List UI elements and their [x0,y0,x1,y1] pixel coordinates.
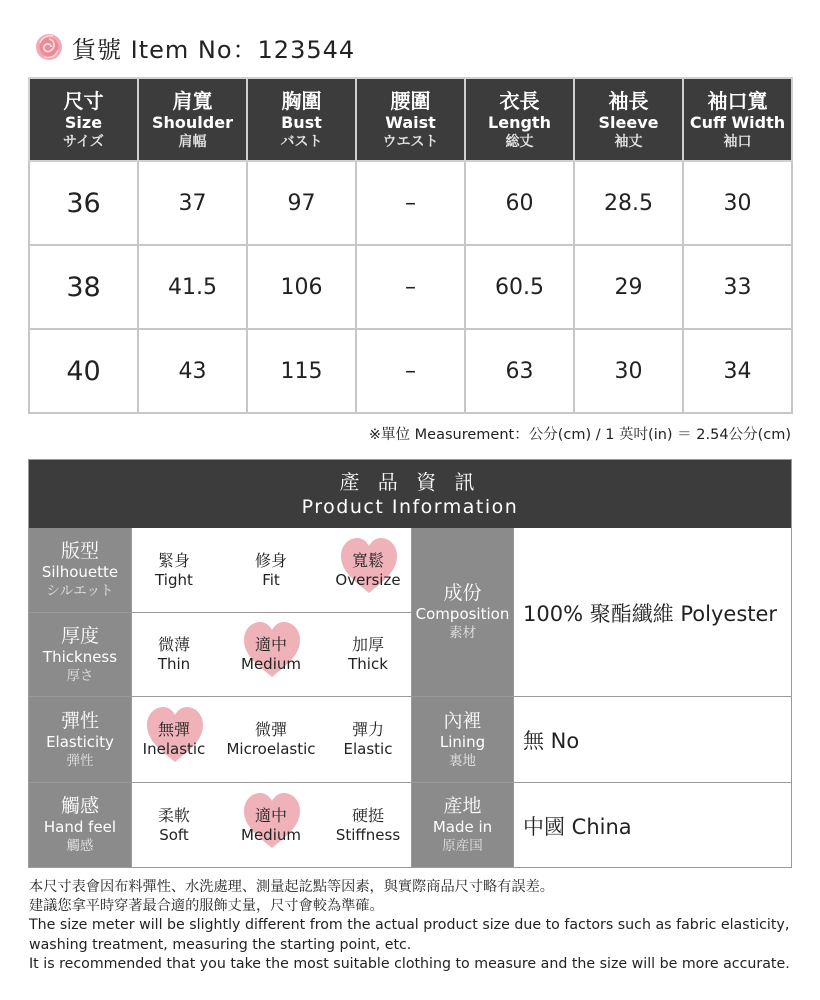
bust-cell: 115 [247,329,356,413]
disclaimer-line: washing treatment, measuring the starting point, etc. [29,936,412,953]
shoulder-cell: 37 [138,161,247,245]
elasticity-option-elastic: 彈力 Elastic [343,719,393,758]
bust-cell: 106 [247,245,356,329]
lining-label: 內裡 Lining 裏地 [412,697,513,782]
thickness-option-thick: 加厚 Thick [348,634,388,673]
elasticity-option-inelastic: 無彈 Inelastic [126,708,222,770]
thickness-label: 厚度 Thickness 厚さ [29,613,131,696]
waist-cell: – [356,161,465,245]
shoulder-cell: 41.5 [138,245,247,329]
hand-feel-option-soft: 柔軟 Soft [157,805,190,844]
product-info-panel [28,459,792,868]
sleeve-cell: 28.5 [574,161,683,245]
item-number: 貨號 Item No：123544 [72,35,356,64]
waist-cell: – [356,329,465,413]
rose-icon [34,32,64,62]
length-cell: 63 [465,329,574,413]
column-header-length: 衣長 Length 総丈 [465,78,574,161]
divider [29,696,791,697]
column-header-sleeve: 袖長 Sleeve 袖丈 [574,78,683,161]
hand-feel-option-stiffness: 硬挺 Stiffness [335,805,401,844]
column-header-waist: 腰圍 Waist ウエスト [356,78,465,161]
hand-feel-label: 觸感 Hand feel 觸感 [29,783,131,867]
shoulder-cell: 43 [138,329,247,413]
cuff-width-cell: 33 [683,245,792,329]
item-number-header [34,30,355,64]
thickness-option-thin: 微薄 Thin [157,634,191,673]
elasticity-option-microelastic: 微彈 Microelastic [226,719,316,758]
elasticity-label: 彈性 Elasticity 弾性 [29,697,131,782]
column-header-bust: 胸圍 Bust バスト [247,78,356,161]
lining-value: 無 No [523,729,580,753]
waist-cell: – [356,245,465,329]
composition-value: 100% 聚酯纖維 Polyester [523,602,778,626]
size-cell: 40 [29,329,138,413]
size-disclaimer [29,878,799,974]
sleeve-cell: 30 [574,329,683,413]
silhouette-option-oversize: 寬鬆 Oversize [320,539,416,601]
thickness-option-medium: 適中 Medium [223,623,319,685]
hand-feel-option-medium: 適中 Medium [223,794,319,856]
cuff-width-cell: 34 [683,329,792,413]
column-header-cuff-width: 袖口寬 Cuff Width 袖口 [683,78,792,161]
column-header-shoulder: 肩寬 Shoulder 肩幅 [138,78,247,161]
table-row [29,245,792,329]
column-header-size: 尺寸 Size サイズ [29,78,138,161]
made-in-value: 中國 China [523,815,632,839]
silhouette-label: 版型 Silhouette シルエット [29,528,131,612]
product-info-title: 產 品 資 訊 Product Information [29,460,791,528]
sleeve-cell: 29 [574,245,683,329]
made-in-label: 產地 Made in 原産国 [412,783,513,867]
disclaimer-line: 本尺寸表會因布料彈性、水洗處理、測量起訖點等因素，與實際商品尺寸略有誤差。 [29,879,554,895]
size-cell: 38 [29,245,138,329]
measurement-note: ※單位 Measurement：公分(cm) / 1 英吋(in) ＝ 2.54公分(cm) [368,427,791,443]
disclaimer-line: 建議您拿平時穿著最合適的服飾丈量，尺寸會較為準確。 [29,898,384,915]
disclaimer-line: It is recommended that you take the most suitable clothing to measure and the size will be more accurate. [29,955,790,972]
table-row [29,329,792,413]
divider [29,782,791,783]
bust-cell: 97 [247,161,356,245]
composition-label: 成份 Composition 素材 [412,528,513,696]
cuff-width-cell: 30 [683,161,792,245]
silhouette-option-tight: 緊身 Tight [155,550,193,589]
disclaimer-line: The size meter will be slightly different from the actual product size due to factors such as fabric elasticity, [29,917,790,934]
size-table-header-row [29,78,792,161]
table-row [29,161,792,245]
silhouette-option-fit: 修身 Fit [254,550,287,589]
size-cell: 36 [29,161,138,245]
length-cell: 60 [465,161,574,245]
length-cell: 60.5 [465,245,574,329]
size-table [28,77,793,414]
divider [513,528,514,867]
